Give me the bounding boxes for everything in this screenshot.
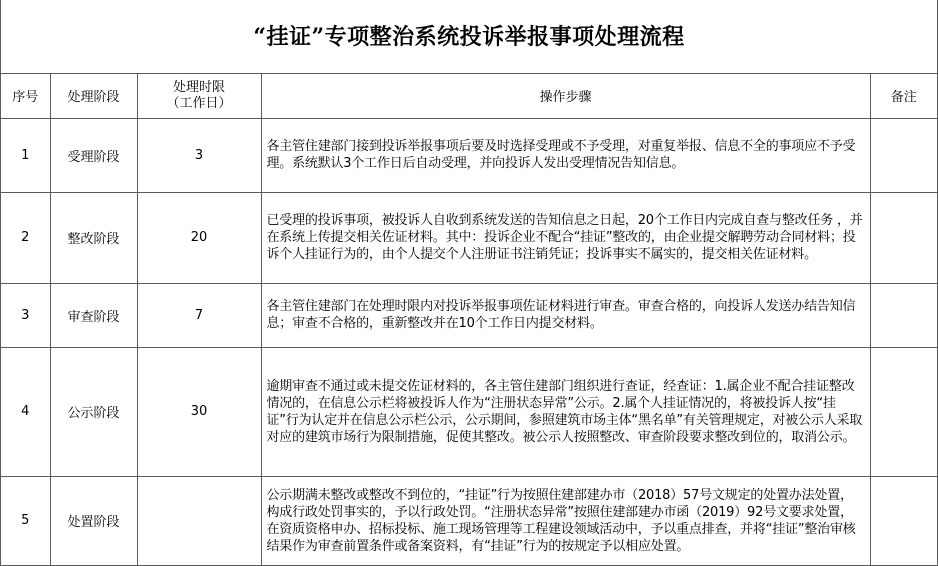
- row-index: 4: [1, 347, 50, 476]
- table-row: [1, 347, 937, 476]
- header-days: [137, 74, 261, 118]
- header-notes: 备注: [870, 74, 937, 118]
- row-index: 1: [1, 118, 50, 192]
- row-days: [137, 476, 261, 565]
- row-notes: [870, 118, 937, 192]
- row-stage: 整改阶段: [50, 192, 137, 283]
- row-notes: [870, 476, 937, 565]
- row-stage: 受理阶段: [50, 118, 137, 192]
- table-row: [1, 283, 937, 347]
- row-steps: 公示期满未整改或整改不到位的，“挂证”行为按照住建部建办市（2018）57号文规定的处置办法处置，构成行政处罚事实的，予以行政处罚。“注册状态异常”按照住建部建办市函（2019）92号文要求处置，在资质资格申办、招标投标、施工现场管理等工程建设领域活动中，予以重点排查，并将“挂证”整治审核结果作为审查前置条件或备案资料，有“挂证”行为的按规定予以相应处置。: [261, 476, 870, 565]
- header-row: [1, 74, 937, 118]
- row-days: 3: [137, 118, 261, 192]
- header-index: 序号: [1, 74, 50, 118]
- row-steps: 逾期审查不通过或未提交佐证材料的，各主管住建部门组织进行查证，经查证：1.属企业不配合挂证整改情况的，在信息公示栏将被投诉人作为“注册状态异常”公示。2.属个人挂证情况的，将被投诉人按“挂证”行为认定并在信息公示栏公示，公示期间，参照建筑市场主体“黑名单”有关管理规定，对被公示人采取对应的建筑市场行为限制措施，促使其整改。被公示人按照整改、审查阶段要求整改到位的，取消公示。: [261, 347, 870, 476]
- row-days: 20: [137, 192, 261, 283]
- row-notes: [870, 347, 937, 476]
- row-steps: 各主管住建部门在处理时限内对投诉举报事项佐证材料进行审查。审查合格的，向投诉人发送办结告知信息；审查不合格的，重新整改并在10个工作日内提交材料。: [261, 283, 870, 347]
- row-stage: 处置阶段: [50, 476, 137, 565]
- row-stage: 公示阶段: [50, 347, 137, 476]
- table-row: [1, 476, 937, 565]
- table-row: [1, 192, 937, 283]
- row-notes: [870, 283, 937, 347]
- header-stage: 处理阶段: [50, 74, 137, 118]
- header-days-line2: （工作日）: [166, 95, 232, 111]
- row-stage: 审查阶段: [50, 283, 137, 347]
- row-steps: 各主管住建部门接到投诉举报事项后要及时选择受理或不予受理，对重复举报、信息不全的事项应不予受理。系统默认3个工作日后自动受理，并向投诉人发出受理情况告知信息。: [261, 118, 870, 192]
- table-row: [1, 118, 937, 192]
- header-steps: 操作步骤: [261, 74, 870, 118]
- row-index: 2: [1, 192, 50, 283]
- row-notes: [870, 192, 937, 283]
- header-days-line1: 处理时限: [172, 79, 225, 95]
- page-title: “挂证”专项整治系统投诉举报事项处理流程: [1, 0, 937, 74]
- row-index: 3: [1, 283, 50, 347]
- process-table: [1, 74, 937, 566]
- row-days: 30: [137, 347, 261, 476]
- row-days: 7: [137, 283, 261, 347]
- row-steps: 已受理的投诉事项，被投诉人自收到系统发送的告知信息之日起，20个工作日内完成自查与整改任务 ，并在系统上传提交相关佐证材料。其中：投诉企业不配合“挂证”整改的，由企业提交解聘劳动合同材料；投诉个人挂证行为的，由个人提交个人注册证书注销凭证；投诉事实不属实的，提交相关佐证材料。: [261, 192, 870, 283]
- row-index: 5: [1, 476, 50, 565]
